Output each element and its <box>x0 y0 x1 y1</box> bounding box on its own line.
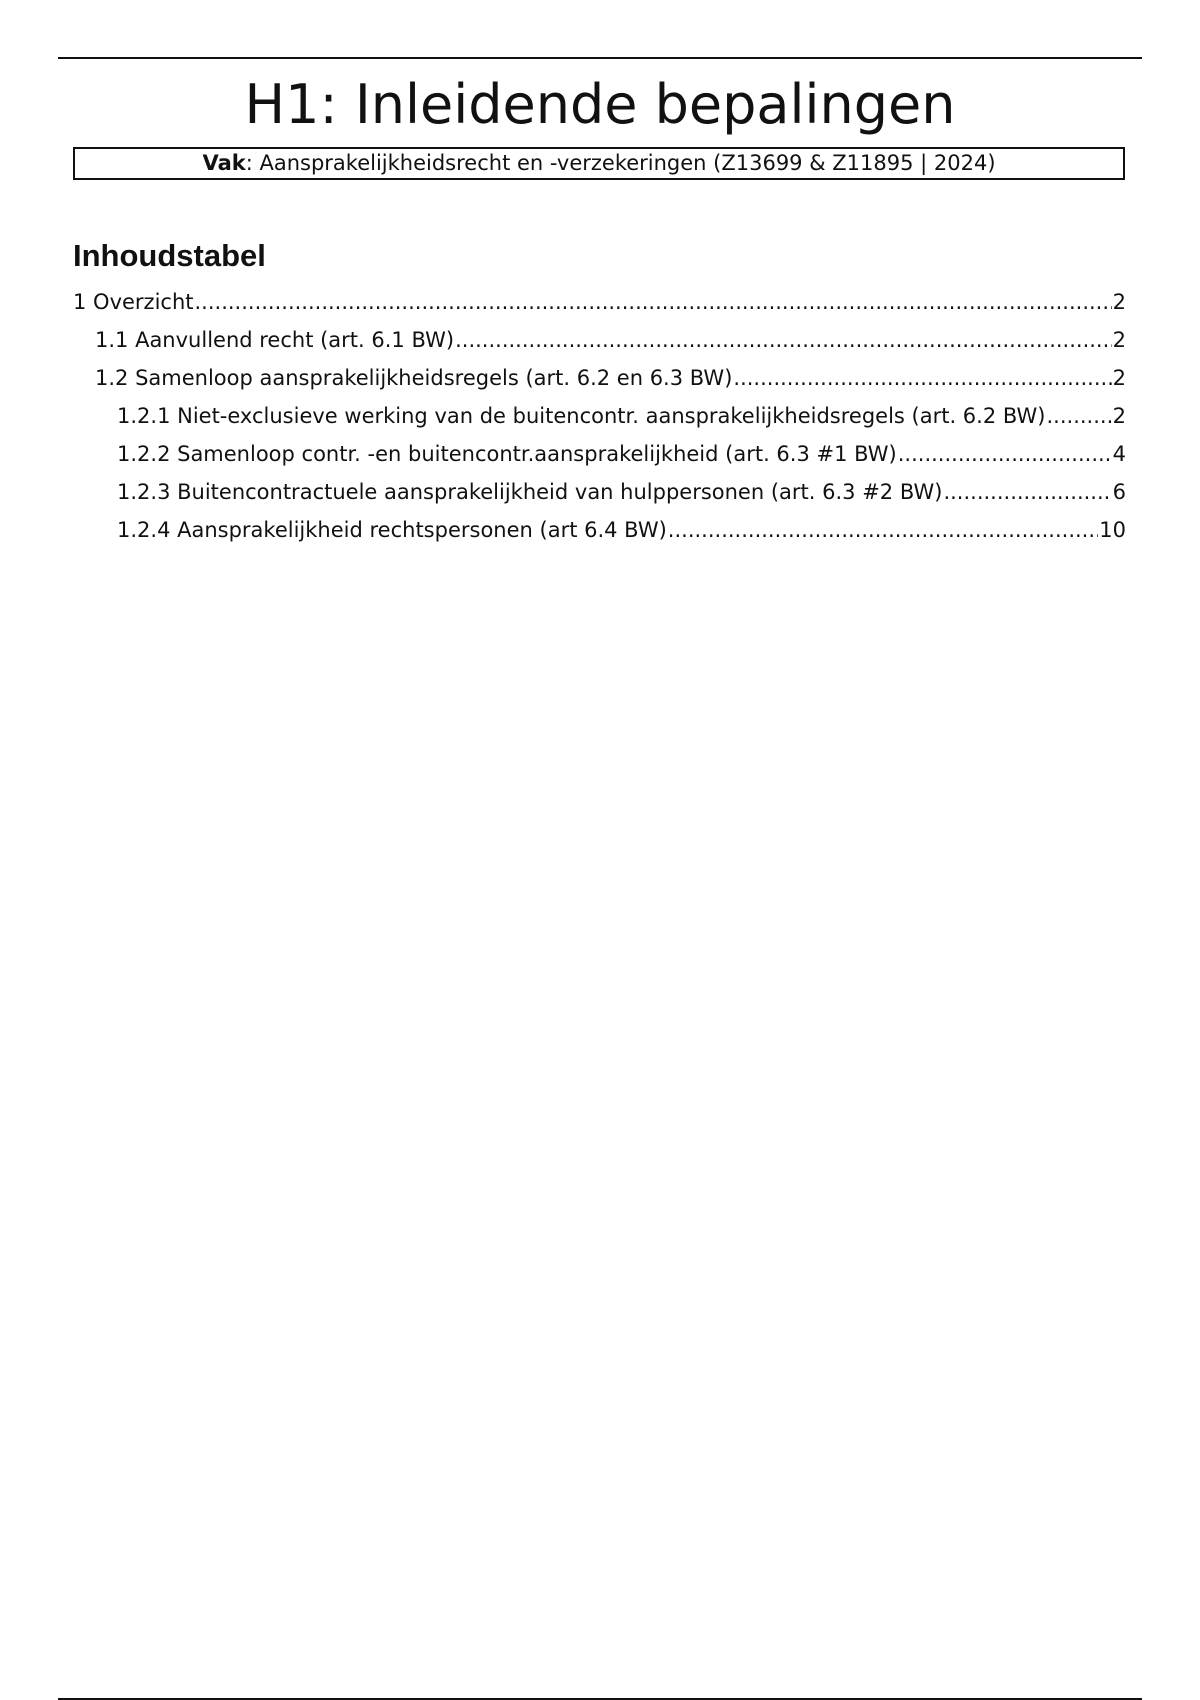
toc-entry-text: 1.2.4 Aansprakelijkheid rechtspersonen (art 6.4 BW) <box>117 518 667 542</box>
toc-entry[interactable] <box>73 359 1126 397</box>
toc-leader-dots <box>668 511 1098 549</box>
toc-entry-page: 2 <box>1112 290 1126 314</box>
toc-entry-text: 1.2 Samenloop aansprakelijkheidsregels (art. 6.2 en 6.3 BW) <box>95 366 733 390</box>
toc-entry-text: 1 Overzicht <box>73 290 194 314</box>
toc-entry-page: 4 <box>1112 442 1126 466</box>
toc-leader-dots <box>195 283 1112 321</box>
toc-heading: Inhoudstabel <box>73 238 266 273</box>
toc-entry[interactable] <box>73 511 1126 549</box>
toc-entry-page: 2 <box>1112 366 1126 390</box>
toc-entry[interactable] <box>73 435 1126 473</box>
toc-entry-page: 6 <box>1112 480 1126 504</box>
toc-entry[interactable] <box>73 397 1126 435</box>
course-info-box <box>73 147 1125 180</box>
course-label: Vak <box>202 151 246 175</box>
toc-entry-text: 1.1 Aanvullend recht (art. 6.1 BW) <box>95 328 455 352</box>
toc-entry-page: 2 <box>1112 404 1126 428</box>
toc-leader-dots <box>943 473 1111 511</box>
toc-entry[interactable] <box>73 321 1126 359</box>
toc-entry-text: 1.2.2 Samenloop contr. -en buitencontr.aansprakelijkheid (art. 6.3 #1 BW) <box>117 442 897 466</box>
toc-entry-text: 1.2.3 Buitencontractuele aansprakelijkheid van hulppersonen (art. 6.3 #2 BW) <box>117 480 943 504</box>
top-rule <box>58 57 1142 59</box>
toc-entry-page: 2 <box>1112 328 1126 352</box>
page-title: H1: Inleidende bepalingen <box>244 73 956 136</box>
toc-entry-text: 1.2.1 Niet-exclusieve werking van de buitencontr. aansprakelijkheidsregels (art. 6.2 BW) <box>117 404 1046 428</box>
toc-entry-page: 10 <box>1099 518 1126 542</box>
toc-leader-dots <box>455 321 1112 359</box>
toc-leader-dots <box>733 359 1111 397</box>
course-value: : Aansprakelijkheidsrecht en -verzekeringen (Z13699 & Z11895 | 2024) <box>245 151 996 175</box>
toc-leader-dots <box>1047 397 1112 435</box>
toc-entry[interactable] <box>73 473 1126 511</box>
toc-leader-dots <box>898 435 1112 473</box>
table-of-contents <box>73 283 1126 549</box>
toc-entry[interactable] <box>73 283 1126 321</box>
